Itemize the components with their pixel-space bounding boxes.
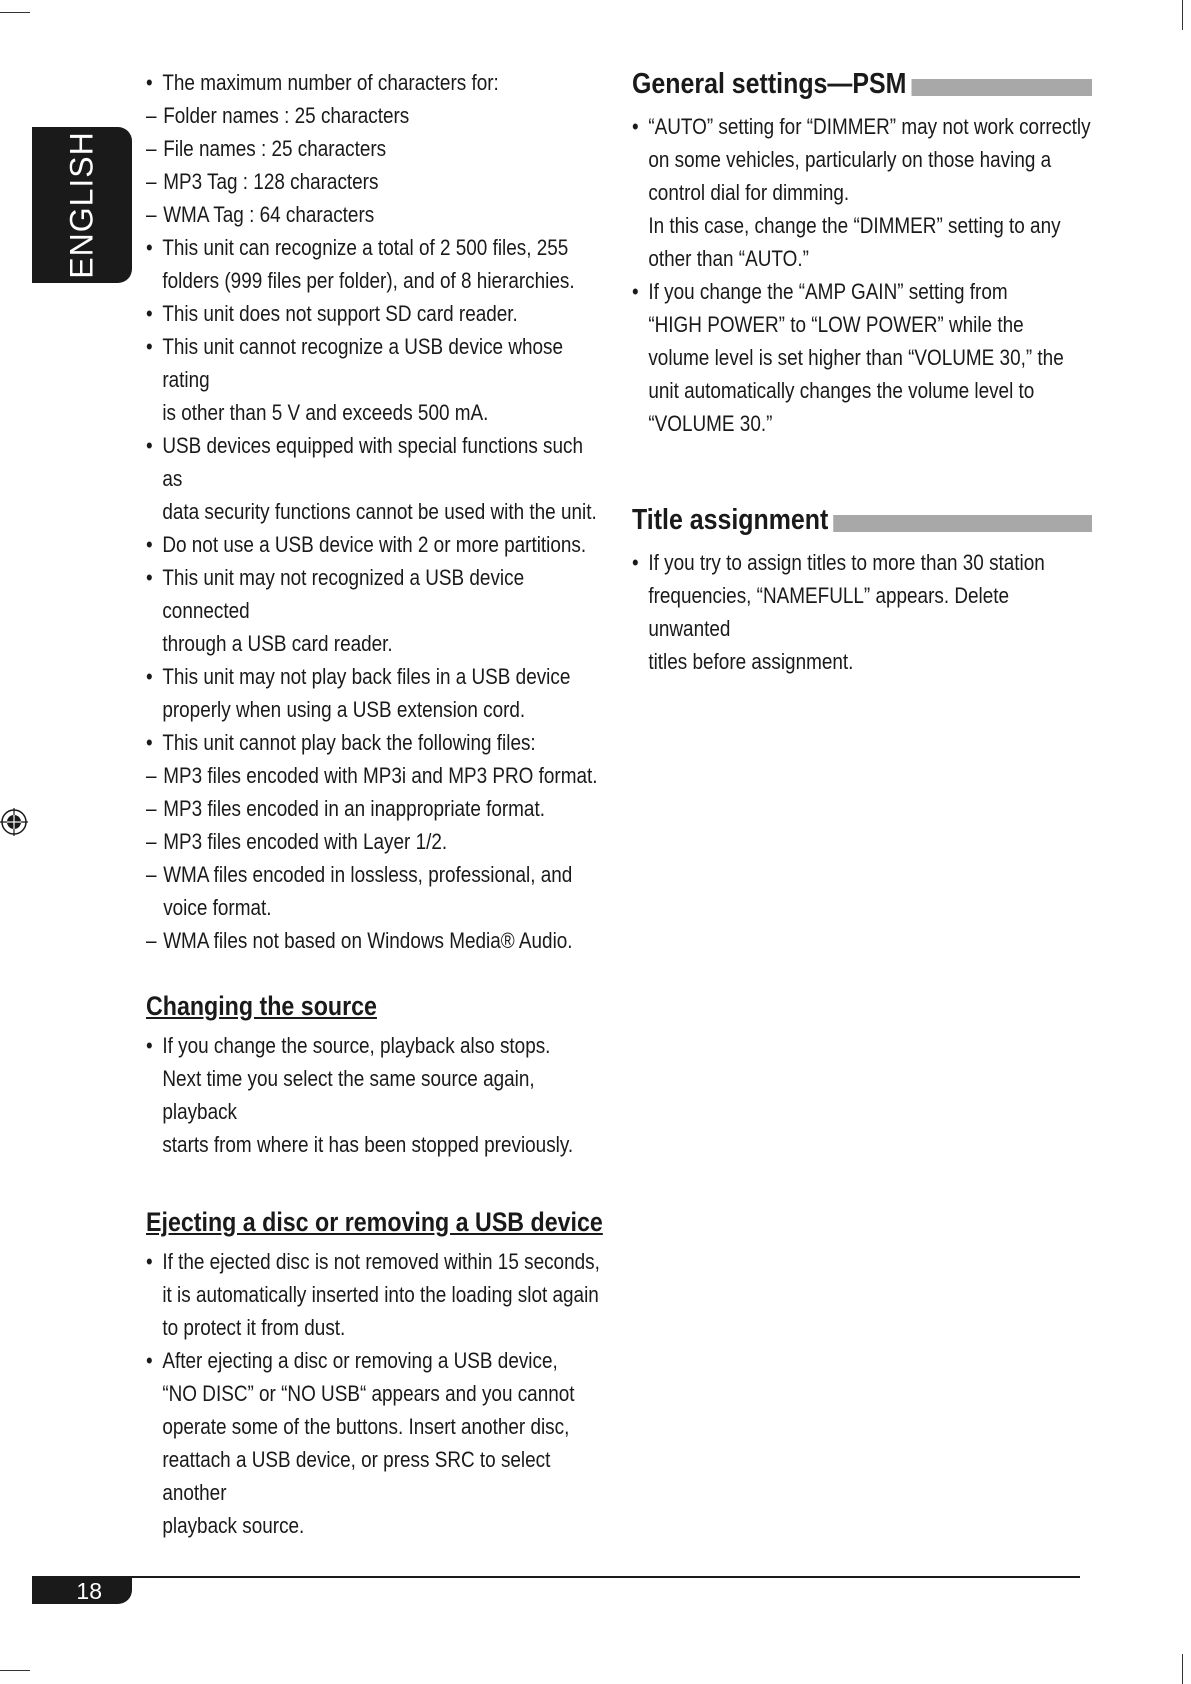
bullet-text-line: reattach a USB device, or press SRC to select another	[162, 1447, 551, 1505]
ejecting-bullet-list	[146, 1245, 605, 1542]
bullet-item	[632, 546, 1091, 678]
language-label: ENGLISH	[63, 131, 100, 279]
bullet-item	[146, 330, 605, 429]
bullet-item	[146, 1245, 605, 1344]
bullet-text-line: • After ejecting a disc or removing a USB device,	[162, 1348, 558, 1373]
bullet-text-line: • This unit may not recognized a USB device connected	[162, 565, 525, 623]
title-assignment-bullet-list	[632, 546, 1091, 678]
footer-rule	[32, 1576, 1080, 1578]
page-number: 18	[32, 1578, 132, 1604]
ejecting-notes	[146, 1245, 605, 1542]
bullet-item	[146, 1344, 605, 1542]
bullet-text-line: In this case, change the “DIMMER” setting to any	[648, 213, 1061, 238]
bullet-item	[146, 66, 605, 231]
sub-list-item: – WMA Tag : 64 characters	[146, 198, 605, 231]
bullet-item	[632, 275, 1091, 440]
bullet-text-line: • “AUTO” setting for “DIMMER” may not work correctly	[648, 114, 1091, 139]
bullet-item	[146, 726, 605, 957]
bullet-text-line: • This unit cannot recognize a USB device whose rating	[162, 334, 564, 392]
bullet-item	[146, 528, 605, 561]
sub-list-item: – MP3 files encoded with MP3i and MP3 PRO format.	[146, 759, 605, 792]
section-heading-title-assignment: Title assignment	[632, 502, 834, 538]
bullet-text-line: • Do not use a USB device with 2 or more partitions.	[162, 532, 587, 557]
bullet-text-line: • This unit does not support SD card reader.	[162, 301, 518, 326]
bullet-text-line: it is automatically inserted into the loading slot again	[162, 1282, 599, 1307]
bullet-item	[146, 231, 605, 297]
crop-mark	[1182, 0, 1183, 30]
general-settings-header	[632, 66, 1092, 106]
bullet-text-line: “VOLUME 30.”	[648, 411, 773, 436]
general-settings-bullet-list	[632, 110, 1091, 440]
bullet-item	[146, 297, 605, 330]
right-column	[632, 66, 1092, 678]
bullet-text-line: folders (999 files per folder), and of 8 hierarchies.	[162, 268, 575, 293]
bullet-text-line: titles before assignment.	[648, 649, 854, 674]
bullet-text-line: is other than 5 V and exceeds 500 mA.	[162, 400, 489, 425]
bullet-text-line: playback source.	[162, 1513, 305, 1538]
intro-notes	[146, 66, 605, 957]
bullet-text-line: volume level is set higher than “VOLUME 30,” the	[648, 345, 1064, 370]
bullet-text-line: control dial for dimming.	[648, 180, 850, 205]
bullet-item	[146, 429, 605, 528]
bullet-text-line: data security functions cannot be used with the unit.	[162, 499, 597, 524]
general-settings-notes	[632, 110, 1091, 440]
bullet-text-line: to protect it from dust.	[162, 1315, 346, 1340]
heading-bar	[892, 79, 1092, 96]
bullet-text-line: starts from where it has been stopped previously.	[162, 1132, 574, 1157]
sub-list-item: – File names : 25 characters	[146, 132, 605, 165]
bullet-text-line: • If the ejected disc is not removed within 15 seconds,	[162, 1249, 600, 1274]
language-tab	[32, 127, 132, 283]
bullet-text-line: on some vehicles, particularly on those having a	[648, 147, 1052, 172]
bullet-text-line: • This unit may not play back files in a USB device	[162, 664, 571, 689]
bullet-text-line: • If you change the source, playback also stops.	[162, 1033, 551, 1058]
sub-list	[146, 99, 605, 231]
changing-source-notes	[146, 1029, 605, 1161]
bullet-item	[146, 561, 605, 660]
bullet-text-line: • If you try to assign titles to more than 30 station	[648, 550, 1045, 575]
section-heading-changing-source: Changing the source	[146, 991, 377, 1021]
bullet-text-line: “NO DISC” or “NO USB“ appears and you cannot	[162, 1381, 575, 1406]
bullet-text-line: Next time you select the same source again, playback	[162, 1066, 535, 1124]
bullet-text-line: unit automatically changes the volume level to	[648, 378, 1035, 403]
sub-list-item: – MP3 files encoded with Layer 1/2.	[146, 825, 605, 858]
bullet-text-line: other than “AUTO.”	[648, 246, 809, 271]
registration-mark-icon	[0, 808, 28, 836]
sub-list	[146, 759, 605, 957]
title-assignment-notes	[632, 546, 1091, 678]
sub-list-item: – MP3 Tag : 128 characters	[146, 165, 605, 198]
intro-bullet-list	[146, 66, 605, 957]
bullet-text-line: operate some of the buttons. Insert another disc,	[162, 1414, 570, 1439]
bullet-item	[632, 110, 1091, 275]
sub-list-item: – WMA files not based on Windows Media® Audio.	[146, 924, 605, 957]
bullet-text-line: properly when using a USB extension cord.	[162, 697, 526, 722]
sub-list-item: – Folder names : 25 characters	[146, 99, 605, 132]
crop-mark	[1182, 1654, 1183, 1684]
sub-list-item: – MP3 files encoded in an inappropriate format.	[146, 792, 605, 825]
crop-mark	[0, 1670, 30, 1671]
bullet-item	[146, 660, 605, 726]
bullet-text-line: • The maximum number of characters for:	[162, 70, 499, 95]
bullet-text-line: frequencies, “NAMEFULL” appears. Delete unwanted	[648, 583, 1010, 641]
heading-bar	[822, 515, 1092, 532]
changing-source-bullet-list	[146, 1029, 605, 1161]
title-assignment-header	[632, 502, 1092, 542]
bullet-text-line: • This unit can recognize a total of 2 500 files, 255	[162, 235, 569, 260]
bullet-item	[146, 1029, 605, 1161]
bullet-text-line: • USB devices equipped with special functions such as	[162, 433, 584, 491]
bullet-text-line: through a USB card reader.	[162, 631, 393, 656]
section-heading-general-settings: General settings—PSM	[632, 66, 912, 102]
bullet-text-line: • If you change the “AMP GAIN” setting from	[648, 279, 1008, 304]
bullet-text-line: • This unit cannot play back the following files:	[162, 730, 536, 755]
crop-mark	[0, 12, 30, 13]
left-column	[146, 66, 606, 1542]
bullet-text-line: “HIGH POWER” to “LOW POWER” while the	[648, 312, 1024, 337]
sub-list-item: – WMA files encoded in lossless, professional, and voice format.	[146, 858, 605, 924]
section-heading-ejecting: Ejecting a disc or removing a USB device	[146, 1207, 603, 1237]
